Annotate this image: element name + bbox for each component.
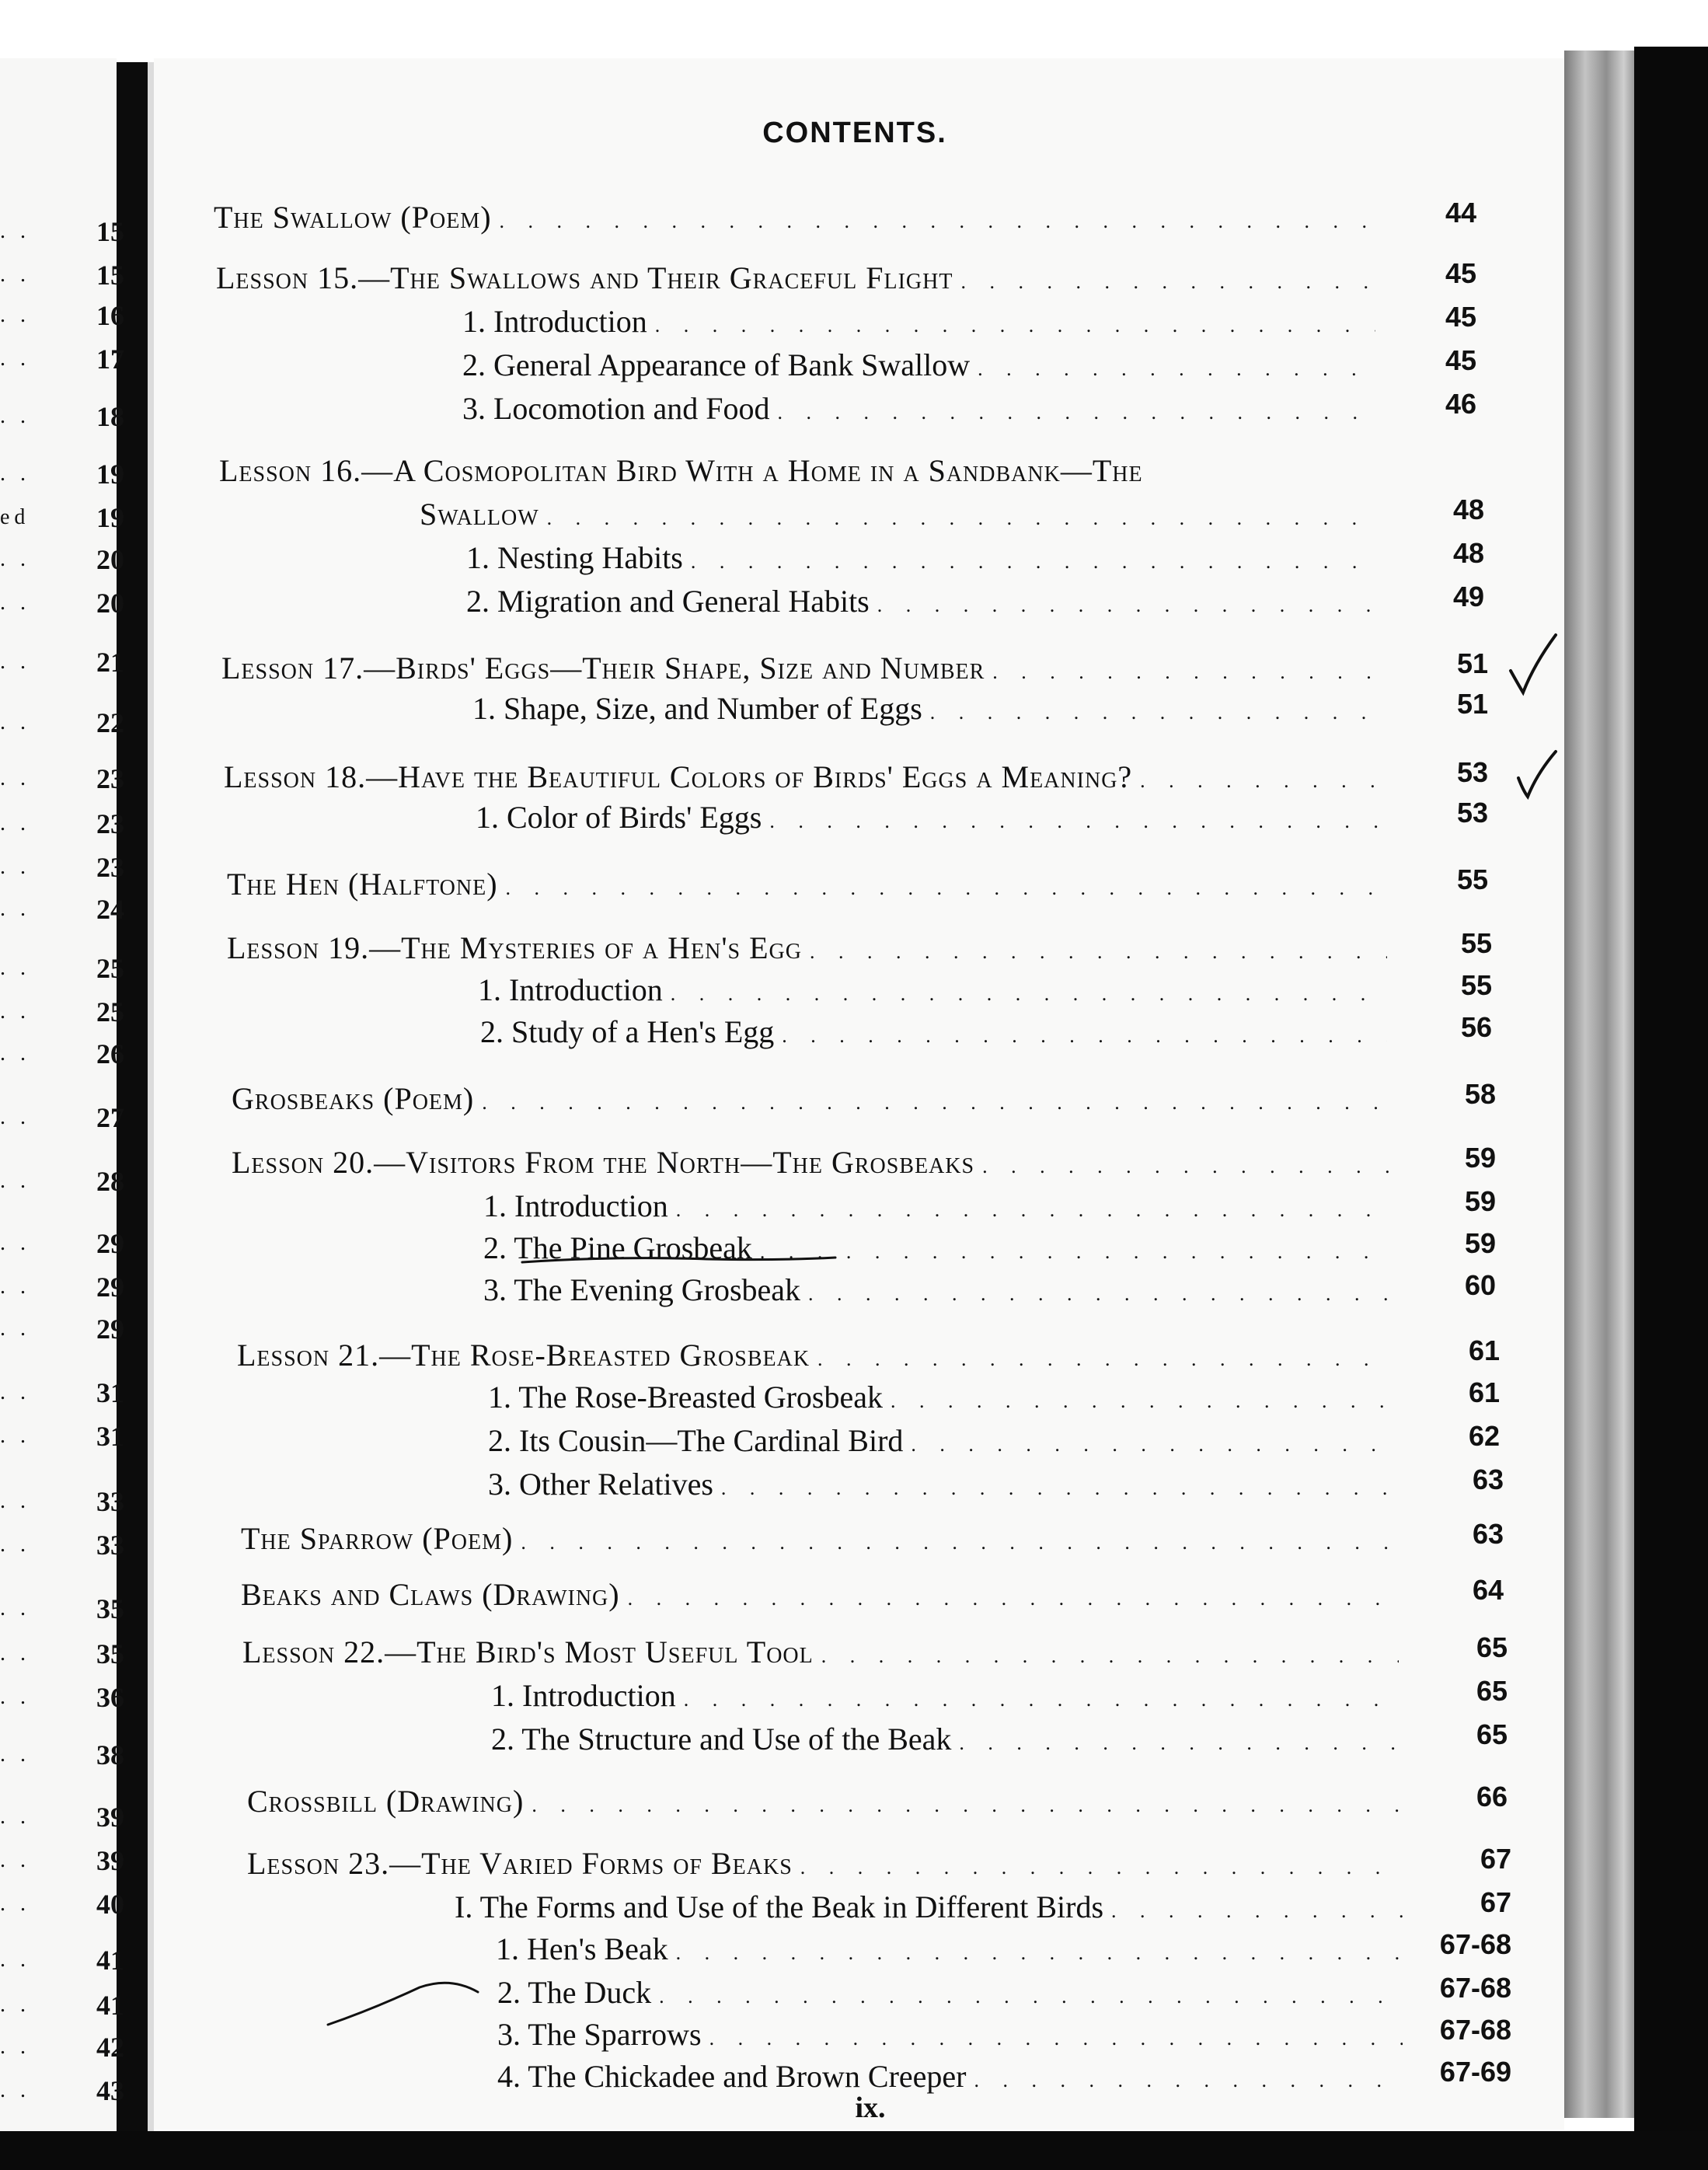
entry-line [227, 931, 1387, 969]
contents-subentry-row [0, 1928, 1554, 1966]
dot-leader [532, 1788, 1399, 1823]
dot-leader [930, 696, 1383, 730]
left-leader: . . [0, 1380, 30, 1404]
check-mark-icon [1515, 750, 1562, 801]
entry-title: 1. Hen's Beak [496, 1932, 668, 1966]
left-page-number: 23 [96, 852, 124, 883]
entry-title: 2. The Duck [497, 1976, 652, 2010]
contents-heading-row [0, 1781, 1554, 1819]
contents-subentry-row [0, 2014, 1554, 2052]
left-leader: . . [0, 2078, 30, 2102]
left-page-number: 35 [96, 1638, 124, 1669]
entry-line [483, 1273, 1391, 1311]
entry-title: Lesson 23.—The Varied Forms of Beaks [247, 1847, 793, 1881]
dot-leader [959, 1726, 1399, 1760]
entry-title: 1. Color of Birds' Eggs [476, 801, 762, 835]
entry-line [241, 1578, 1395, 1616]
dot-leader [808, 1277, 1391, 1311]
entry-line [488, 1467, 1395, 1505]
entry-title: Swallow [420, 497, 539, 532]
dot-leader [911, 1428, 1391, 1462]
entry-title: 2. Its Cousin—The Cardinal Bird [488, 1424, 904, 1458]
left-page-number: 20 [96, 588, 124, 619]
underline-mark [521, 1253, 839, 1268]
entry-page-number: 44 [1445, 197, 1476, 229]
contents-subentry-row [0, 2056, 1554, 2094]
dot-leader [817, 1342, 1391, 1376]
dot-leader [1111, 1894, 1403, 1928]
left-page-number: 17 [96, 344, 124, 375]
left-page-number: 41 [96, 1990, 124, 2021]
left-leader: . . [0, 1685, 30, 1709]
check-mark-icon [1508, 633, 1562, 696]
entry-page-number: 55 [1456, 863, 1488, 895]
entry-line [491, 1679, 1399, 1717]
entry-title: 3. The Evening Grosbeak [483, 1273, 801, 1307]
entry-page-number: 55 [1460, 969, 1492, 1001]
entry-line [462, 348, 1375, 386]
entry-page-number: 65 [1476, 1675, 1508, 1707]
dot-leader [800, 1851, 1403, 1885]
entry-page-number: 59 [1464, 1227, 1496, 1259]
dot-leader [769, 804, 1383, 839]
entry-line [462, 392, 1375, 430]
left-page-number: 16 [96, 300, 124, 331]
left-page-number: 21 [96, 647, 124, 678]
entry-title: 1. Introduction [462, 305, 647, 339]
left-page-number: 39 [96, 1802, 124, 1833]
dot-leader [655, 309, 1375, 343]
entry-line [488, 1380, 1391, 1418]
entry-line [247, 1784, 1399, 1823]
entry-title: Lesson 16.—A Cosmopolitan Bird With a Home in a Sandbank—The [219, 454, 1143, 488]
entry-title: Lesson 20.—Visitors From the North—The Grosbeaks [232, 1146, 975, 1180]
entry-title: The Sparrow (Poem) [241, 1522, 514, 1556]
left-page-number: 31 [96, 1377, 124, 1408]
contents-heading-row [0, 927, 1554, 965]
entry-title: 2. General Appearance of Bank Swallow [462, 348, 971, 382]
dot-leader [982, 1150, 1391, 1184]
left-page-number: 19 [96, 459, 124, 490]
left-page-number: 25 [96, 996, 124, 1027]
left-page-number: 22 [96, 707, 124, 738]
entry-title: 2. The Pine Grosbeak [483, 1231, 752, 1265]
dot-leader [671, 977, 1387, 1011]
entry-title: Lesson 15.—The Swallows and Their Graceful Flight [216, 261, 953, 295]
left-leader: . . [0, 1275, 30, 1299]
dot-leader [974, 2064, 1403, 2098]
dot-leader [821, 1639, 1399, 1673]
left-page-number: 38 [96, 1739, 124, 1771]
left-leader: . . [0, 591, 30, 615]
contents-heading-row [0, 756, 1554, 794]
entry-line [488, 1424, 1391, 1462]
entry-line [497, 2018, 1403, 2056]
entry-page-number: 53 [1456, 797, 1488, 829]
entry-line [497, 1976, 1403, 2014]
contents-subentry-row [0, 301, 1554, 339]
left-leader: . . [0, 811, 30, 836]
entry-title: 1. Introduction [478, 973, 663, 1007]
left-leader: . . [0, 710, 30, 734]
left-page-number: 26 [96, 1038, 124, 1069]
left-page-number: 31 [96, 1421, 124, 1452]
entry-line [462, 305, 1375, 343]
left-page-number: 24 [96, 894, 124, 925]
contents-heading-row [0, 863, 1554, 902]
left-leader: . . [0, 547, 30, 571]
left-page-number: 18 [96, 401, 124, 432]
left-page-number: 25 [96, 953, 124, 984]
entry-page-number: 60 [1464, 1269, 1496, 1301]
entry-title: 3. The Sparrows [497, 2018, 702, 2052]
left-leader: . . [0, 1317, 30, 1341]
scan-right-border [1634, 47, 1708, 2170]
left-leader: . . [0, 897, 30, 921]
entry-title: 3. Other Relatives [488, 1467, 713, 1502]
entry-line [472, 692, 1383, 730]
contents-subentry-row [0, 1376, 1554, 1415]
left-page-number: 36 [96, 1682, 124, 1713]
left-page-number: 27 [96, 1102, 124, 1133]
left-leader: . . [0, 1000, 30, 1024]
entry-page-number: 48 [1452, 537, 1484, 569]
entry-line [237, 1338, 1391, 1376]
dot-leader [960, 265, 1375, 299]
entry-page-number: 67 [1480, 1843, 1511, 1875]
entry-title: 4. The Chickadee and Brown Creeper [497, 2060, 967, 2094]
left-leader: . . [0, 2035, 30, 2059]
left-leader: . . [0, 462, 30, 486]
left-page-number: 29 [96, 1314, 124, 1345]
left-leader: . . [0, 1489, 30, 1513]
entry-line [491, 1722, 1399, 1760]
contents-subentry-row [0, 969, 1554, 1007]
entry-title: 1. Introduction [491, 1679, 676, 1713]
left-leader: . . [0, 219, 30, 243]
left-leader: . . [0, 1805, 30, 1829]
contents-subentry-row [0, 1886, 1554, 1924]
pen-stroke-icon [326, 1978, 482, 2032]
dot-leader [721, 1471, 1395, 1505]
entry-line [227, 867, 1383, 905]
contents-heading-row [0, 454, 1554, 488]
entry-title: Beaks and Claws (Drawing) [241, 1578, 620, 1612]
contents-subentry-row [0, 1420, 1554, 1458]
entry-line [476, 801, 1383, 839]
dot-leader [506, 871, 1383, 905]
entry-line [241, 1522, 1395, 1560]
entry-line [232, 1146, 1391, 1184]
contents-heading-row [0, 257, 1554, 295]
dot-leader [760, 1235, 1391, 1269]
entry-page-number: 58 [1464, 1078, 1496, 1110]
scan-bottom-border [0, 2131, 1708, 2170]
entry-page-number: 45 [1445, 257, 1476, 289]
entry-page-number: 46 [1445, 388, 1476, 420]
left-leader: . . [0, 956, 30, 980]
page-title: CONTENTS. [762, 117, 947, 149]
dot-leader [709, 2022, 1403, 2056]
entry-page-number: 51 [1456, 647, 1488, 679]
entry-page-number: 64 [1472, 1574, 1504, 1606]
contents-subentry-row [0, 1185, 1554, 1223]
entry-line [478, 973, 1387, 1011]
entry-page-number: 59 [1464, 1185, 1496, 1217]
contents-subentry-row [0, 688, 1554, 726]
entry-title: Lesson 21.—The Rose-Breasted Grosbeak [237, 1338, 810, 1373]
contents-heading-row [0, 1142, 1554, 1180]
contents-heading-row [0, 1631, 1554, 1669]
dot-leader [676, 1936, 1403, 1970]
left-page-number: 15 [96, 260, 124, 291]
entry-page-number: 55 [1460, 927, 1492, 959]
contents-heading-row [0, 1574, 1554, 1612]
left-page-number: 29 [96, 1228, 124, 1259]
left-page-number: 33 [96, 1486, 124, 1517]
contents-subentry-row [0, 1269, 1554, 1307]
left-leader: . . [0, 1993, 30, 2017]
entry-page-number: 63 [1472, 1518, 1504, 1550]
entry-line [480, 1015, 1387, 1053]
entry-page-number: 51 [1456, 688, 1488, 720]
dot-leader [684, 1683, 1399, 1717]
left-leader: . . [0, 1169, 30, 1193]
entry-line [232, 1082, 1391, 1120]
dot-leader [482, 1086, 1391, 1120]
left-leader: . . [0, 650, 30, 674]
entry-title: The Swallow (Poem) [214, 201, 492, 235]
entry-page-number: 49 [1452, 581, 1484, 612]
left-leader: ed [0, 505, 30, 529]
left-page-number: 19 [96, 502, 124, 533]
entry-line [214, 201, 1372, 239]
entry-page-number: 45 [1445, 344, 1476, 376]
left-leader: . . [0, 1848, 30, 1872]
left-page-number: 41 [96, 1945, 124, 1976]
entry-line [224, 760, 1383, 798]
dot-leader [628, 1582, 1395, 1616]
contents-subentry-row [0, 1972, 1554, 2010]
entry-page-number: 67-68 [1439, 2014, 1511, 2046]
entry-line [466, 584, 1379, 623]
contents-heading-row [0, 1843, 1554, 1881]
dot-leader [978, 352, 1375, 386]
entry-title: The Hen (Halftone) [227, 867, 498, 902]
left-page-number: 39 [96, 1845, 124, 1876]
left-leader: . . [0, 1641, 30, 1666]
dot-leader [891, 1384, 1391, 1418]
entry-page-number: 59 [1464, 1142, 1496, 1174]
left-page-number: 40 [96, 1889, 124, 1920]
dot-leader [810, 935, 1387, 969]
left-leader: . . [0, 766, 30, 790]
entry-page-number: 65 [1476, 1631, 1508, 1663]
entry-page-number: 53 [1456, 756, 1488, 788]
contents-subentry-row [0, 1718, 1554, 1757]
contents-heading-row [0, 647, 1554, 686]
left-leader: . . [0, 1041, 30, 1066]
scan-top-margin [0, 0, 1708, 54]
entry-page-number: 67-68 [1439, 1928, 1511, 1960]
contents-subentry-row [0, 388, 1554, 426]
entry-page-number: 63 [1472, 1464, 1504, 1495]
entry-line [466, 541, 1379, 579]
dot-leader [521, 1526, 1395, 1560]
left-page-number: 28 [96, 1166, 124, 1197]
entry-title: Crossbill (Drawing) [247, 1784, 525, 1819]
left-leader: . . [0, 1596, 30, 1621]
entry-page-number: 45 [1445, 301, 1476, 333]
entry-line [221, 651, 1379, 689]
entry-page-number: 62 [1468, 1420, 1500, 1452]
entry-title: Grosbeaks (Poem) [232, 1082, 475, 1116]
entry-title: Lesson 22.—The Bird's Most Useful Tool [242, 1635, 814, 1669]
entry-line [483, 1189, 1391, 1227]
left-page-number: 20 [96, 544, 124, 575]
contents-subentry-row [0, 581, 1554, 619]
contents-heading-row [0, 1334, 1554, 1373]
left-page-number: 23 [96, 763, 124, 794]
entry-line [496, 1932, 1403, 1970]
contents-subentry-row [0, 344, 1554, 382]
entry-page-number: 56 [1460, 1011, 1492, 1043]
entry-title: 2. The Structure and Use of the Beak [491, 1722, 952, 1757]
entry-line [247, 1847, 1403, 1885]
dot-leader [782, 1019, 1387, 1053]
contents-subentry-row [0, 537, 1554, 575]
dot-leader [676, 1193, 1391, 1227]
entry-title: Lesson 19.—The Mysteries of a Hen's Egg [227, 931, 803, 965]
left-page-number: 43 [96, 2075, 124, 2106]
page-number-footer: ix. [855, 2092, 886, 2124]
contents-subentry-row [0, 797, 1554, 835]
left-page-number: 33 [96, 1530, 124, 1561]
left-leader: . . [0, 404, 30, 428]
entry-page-number: 67-68 [1439, 1972, 1511, 2004]
entry-line [455, 1890, 1403, 1928]
entry-line [420, 497, 1379, 536]
dot-leader [877, 588, 1379, 623]
left-page-number: 42 [96, 2032, 124, 2063]
left-leader: . . [0, 1743, 30, 1767]
left-page-number: 35 [96, 1593, 124, 1624]
left-leader: . . [0, 303, 30, 327]
entry-page-number: 67-69 [1439, 2056, 1511, 2088]
contents-heading-row [0, 1078, 1554, 1116]
page-edges [1564, 51, 1634, 2118]
entry-title: 3. Locomotion and Food [462, 392, 770, 426]
left-page-number: 23 [96, 808, 124, 839]
dot-leader [778, 396, 1375, 430]
dot-leader [659, 1980, 1403, 2014]
dot-leader [992, 655, 1379, 689]
entry-title: Lesson 18.—Have the Beautiful Colors of Birds' Eggs a Meaning? [224, 760, 1133, 794]
dot-leader [500, 204, 1372, 239]
dot-leader [1140, 764, 1383, 798]
entry-page-number: 66 [1476, 1781, 1508, 1812]
left-leader: . . [0, 1105, 30, 1129]
entry-page-number: 61 [1468, 1376, 1500, 1408]
dot-leader [547, 501, 1379, 536]
entry-line [242, 1635, 1399, 1673]
entry-page-number: 48 [1452, 494, 1484, 525]
left-page-number: 15 [96, 216, 124, 247]
contents-subentry-row [0, 1464, 1554, 1502]
contents-heading-row [0, 1518, 1554, 1556]
left-page-number: 29 [96, 1272, 124, 1303]
left-leader: . . [0, 1231, 30, 1255]
entry-page-number: 65 [1476, 1718, 1508, 1750]
contents-heading-row [0, 197, 1554, 235]
entry-title: 1. Introduction [483, 1189, 668, 1223]
left-leader: . . [0, 1533, 30, 1557]
entry-title: Lesson 17.—Birds' Eggs—Their Shape, Size and Number [221, 651, 985, 686]
left-leader: . . [0, 1948, 30, 1972]
left-leader: . . [0, 855, 30, 879]
left-leader: . . [0, 347, 30, 371]
entry-page-number: 61 [1468, 1334, 1500, 1366]
entry-title: I. The Forms and Use of the Beak in Different Birds [455, 1890, 1104, 1924]
entry-page-number: 67 [1480, 1886, 1511, 1918]
entry-title: 1. Shape, Size, and Number of Eggs [472, 692, 922, 726]
entry-title: 1. The Rose-Breasted Grosbeak [488, 1380, 884, 1415]
entry-title: 1. Nesting Habits [466, 541, 683, 575]
left-leader: . . [0, 1424, 30, 1448]
contents-subentry-row [0, 1675, 1554, 1713]
left-leader: . . [0, 263, 30, 287]
entry-line [219, 454, 1368, 488]
entry-line [497, 2060, 1403, 2098]
dot-leader [691, 545, 1379, 579]
entry-title: 2. Study of a Hen's Egg [480, 1015, 775, 1049]
left-leader: . . [0, 1892, 30, 1916]
contents-heading-row [0, 494, 1554, 532]
entry-line [216, 261, 1375, 299]
entry-title: 2. Migration and General Habits [466, 584, 870, 619]
